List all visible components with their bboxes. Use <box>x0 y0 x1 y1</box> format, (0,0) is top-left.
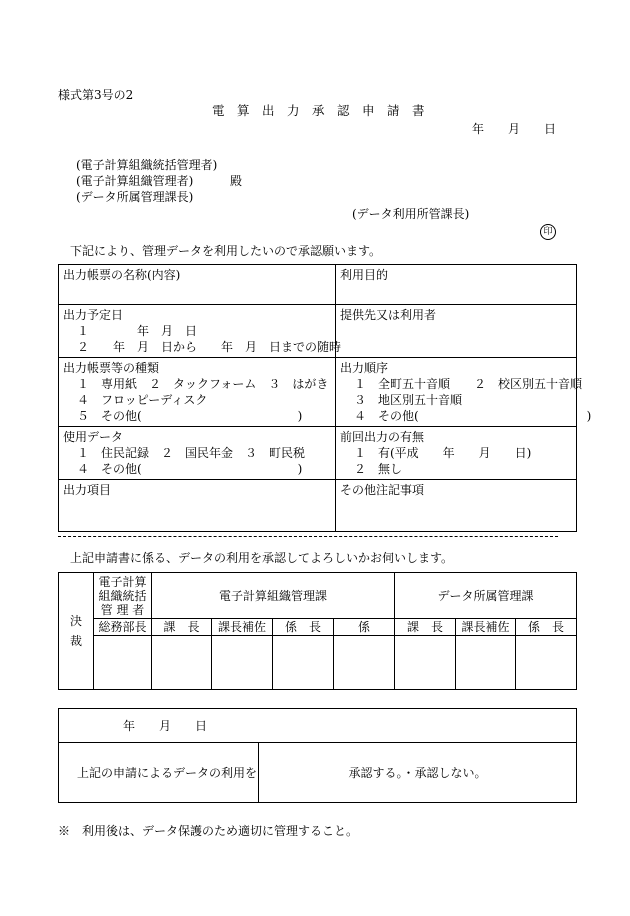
purpose-cell[interactable] <box>336 265 577 305</box>
data-used-cell[interactable] <box>59 427 336 480</box>
dept1-label: 電子計算組織管理課 <box>152 573 395 619</box>
cut-line <box>58 536 558 537</box>
approval-request-text: 上記申請書に係る、データの利用を承認してよろしいかお伺いします。 <box>70 551 454 565</box>
role-general-affairs-director: 総務部長 <box>94 619 152 636</box>
previous-output-label: 前回出力の有無 <box>340 430 425 444</box>
role-section-chief-2: 課 長 <box>395 619 456 636</box>
form-type-option-3: ５ その他( ) <box>77 409 303 423</box>
decision-table <box>58 708 577 803</box>
stamp-box-3[interactable] <box>212 636 273 690</box>
decision-date-cell[interactable] <box>59 709 577 743</box>
addressee-1: (電子計算組織統括管理者) <box>76 158 218 172</box>
previous-output-cell[interactable] <box>336 427 577 480</box>
role-staff: 係 <box>334 619 395 636</box>
form-type-option-1: １ 専用紙 ２ タックフォーム ３ はがき <box>77 377 329 391</box>
addressee-3: (データ所属管理課長) <box>76 190 194 204</box>
order-option-2: ３ 地区別五十音順 <box>354 393 463 407</box>
previous-option-1: １ 有(平成 年 月 日) <box>354 446 532 460</box>
role-section-chief-1: 課 長 <box>152 619 212 636</box>
stamp-box-8[interactable] <box>516 636 577 690</box>
role-deputy-chief-2: 課長補佐 <box>456 619 516 636</box>
approval-table <box>58 572 577 690</box>
order-option-3: ４ その他( ) <box>354 409 592 423</box>
decision-date: 年 月 日 <box>123 718 208 733</box>
addressee-2: (電子計算組織管理者) <box>76 174 194 188</box>
dept2-label: データ所属管理課 <box>395 573 577 619</box>
role-subsection-chief-2: 係 長 <box>516 619 577 636</box>
notes-label: その他注記事項 <box>340 483 425 497</box>
output-items-cell[interactable] <box>59 480 336 532</box>
supervisor-label: 電子計算 組織統括 管 理 者 <box>94 573 152 619</box>
applicant-label: (データ利用所管課長) <box>352 207 470 221</box>
decision-choice-cell[interactable] <box>259 743 577 803</box>
order-cell[interactable] <box>336 358 592 427</box>
date-line: 年 月 日 <box>472 122 557 136</box>
recipient-label: 提供先又は利用者 <box>340 308 437 322</box>
stamp-box-6[interactable] <box>395 636 456 690</box>
data-used-option-1: １ 住民記録 ２ 国民年金 ３ 町民税 <box>77 446 306 460</box>
stamp-box-2[interactable] <box>152 636 212 690</box>
kessai-label: 決 裁 <box>59 573 94 690</box>
request-table <box>58 264 592 532</box>
schedule-option-2: ２ 年 月 日から 年 月 日までの随時 <box>77 340 342 354</box>
output-name-cell[interactable] <box>59 265 336 305</box>
previous-option-2: ２ 無し <box>354 462 403 476</box>
data-used-option-2: ４ その他( ) <box>77 462 303 476</box>
schedule-cell[interactable] <box>59 305 342 358</box>
decision-label-cell <box>59 743 259 803</box>
output-name-label: 出力帳票の名称(内容) <box>63 268 181 282</box>
stamp-box-5[interactable] <box>334 636 395 690</box>
form-type-label: 出力帳票等の種類 <box>63 361 160 375</box>
document-title: 電 算 出 力 承 認 申 請 書 <box>212 103 425 118</box>
role-subsection-chief-1: 係 長 <box>273 619 334 636</box>
recipient-cell[interactable] <box>336 305 577 358</box>
role-deputy-chief-1: 課長補佐 <box>212 619 273 636</box>
stamp-box-7[interactable] <box>456 636 516 690</box>
form-number: 様式第3号の2 <box>58 88 134 102</box>
data-used-label: 使用データ <box>63 430 124 444</box>
decision-label: 上記の申請によるデータの利用を <box>77 765 258 780</box>
notes-cell[interactable] <box>336 480 577 532</box>
schedule-option-1: １ 年 月 日 <box>77 324 198 338</box>
schedule-label: 出力予定日 <box>63 308 124 322</box>
order-option-1: １ 全町五十音順 ２ 校区別五十音順 <box>354 377 583 391</box>
form-type-option-2: ４ フロッピーディスク <box>77 393 208 407</box>
seal-mark: 印 <box>540 224 556 240</box>
order-label: 出力順序 <box>340 361 389 375</box>
purpose-label: 利用目的 <box>340 268 389 282</box>
form-type-cell[interactable] <box>59 358 336 427</box>
stamp-box-4[interactable] <box>273 636 334 690</box>
stamp-box-1[interactable] <box>94 636 152 690</box>
decision-choice[interactable]: 承認する。・承認しない。 <box>348 765 487 780</box>
intro-text: 下記により、管理データを利用したいので承認願います。 <box>70 244 382 258</box>
footnote: ※ 利用後は、データ保護のため適切に管理すること。 <box>58 824 359 838</box>
honorific: 殿 <box>230 174 243 188</box>
output-items-label: 出力項目 <box>63 483 112 497</box>
